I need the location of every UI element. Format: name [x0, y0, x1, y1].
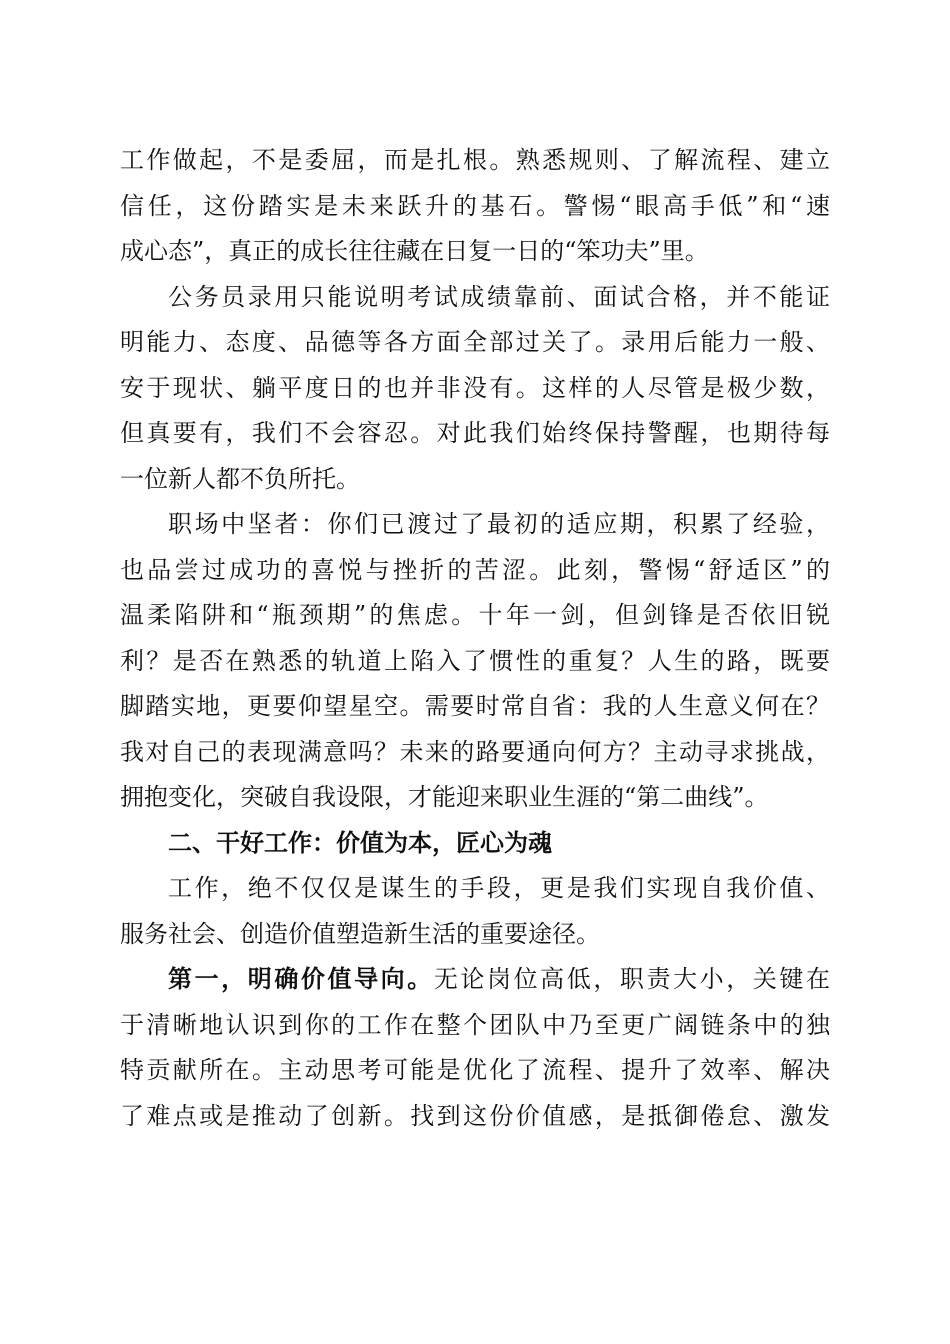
text-line: [120, 957, 830, 1003]
text-line: 安于现状、躺平度日的也并非没有。这样的人尽管是极少数，: [120, 373, 830, 402]
text-line: 于清晰地认识到你的工作在整个团队中乃至更广阔链条中的独: [120, 1010, 830, 1039]
text-line: 职场中坚者：你们已渡过了最初的适应期，积累了经验，: [168, 510, 830, 538]
text-line: 工作做起，不是委屈，而是扎根。熟悉规则、了解流程、建立: [120, 146, 830, 174]
text-line: 脚踏实地，更要仰望星空。需要时常自省：我的人生意义何在？: [120, 692, 830, 720]
text-line: 特贡献所在。主动思考可能是优化了流程、提升了效率、解决: [120, 1056, 830, 1084]
text-line: 利？是否在熟悉的轨道上陷入了惯性的重复？人生的路，既要: [120, 646, 830, 675]
text-line: 也品尝过成功的喜悦与挫折的苦涩。此刻，警惕“舒适区”的: [120, 555, 830, 584]
paragraph-3: [120, 502, 830, 821]
text-line: 温柔陷阱和“瓶颈期”的焦虑。十年一剑，但剑锋是否依旧锐: [120, 601, 830, 629]
text-line: 明能力、态度、品德等各方面全部过关了。录用后能力一般、: [120, 328, 830, 356]
text-line: 服务社会、创造价值塑造新生活的重要途径。: [120, 919, 600, 948]
paragraph-5: [120, 957, 830, 1139]
text-line: 一位新人都不负所托。: [120, 464, 360, 493]
text-line: 信任，这份踏实是未来跃升的基石。警惕“眼高手低”和“速: [120, 191, 830, 220]
text-line: 但真要有，我们不会容忍。对此我们始终保持警醒，也期待每: [120, 419, 830, 447]
text-line: 公务员录用只能说明考试成绩靠前、面试合格，并不能证: [168, 282, 830, 311]
text-line: 拥抱变化，突破自我设限，才能迎来职业生涯的“第二曲线”。: [120, 783, 769, 811]
text-line: 成心态”，真正的成长往往藏在日复一日的“笨功夫”里。: [120, 237, 709, 265]
lead-bold-text: 第一，明确价值导向。: [168, 965, 434, 993]
text-span: 无论岗位高低，职责大小，关键在: [433, 965, 831, 993]
paragraph-2: [120, 275, 830, 503]
text-line: 了难点或是推动了创新。找到这份价值感，是抵御倦怠、激发: [120, 1101, 830, 1130]
section-heading: [120, 821, 830, 867]
document-page: [120, 138, 830, 1139]
text-line: 我对自己的表现满意吗？未来的路要通向何方？主动寻求挑战，: [120, 737, 830, 766]
text-line: 工作，绝不仅仅是谋生的手段，更是我们实现自我价值、: [168, 874, 830, 902]
paragraph-1: [120, 138, 830, 275]
section-heading-text: 二、干好工作：价值为本，匠心为魂: [168, 828, 552, 857]
paragraph-4: [120, 866, 830, 957]
